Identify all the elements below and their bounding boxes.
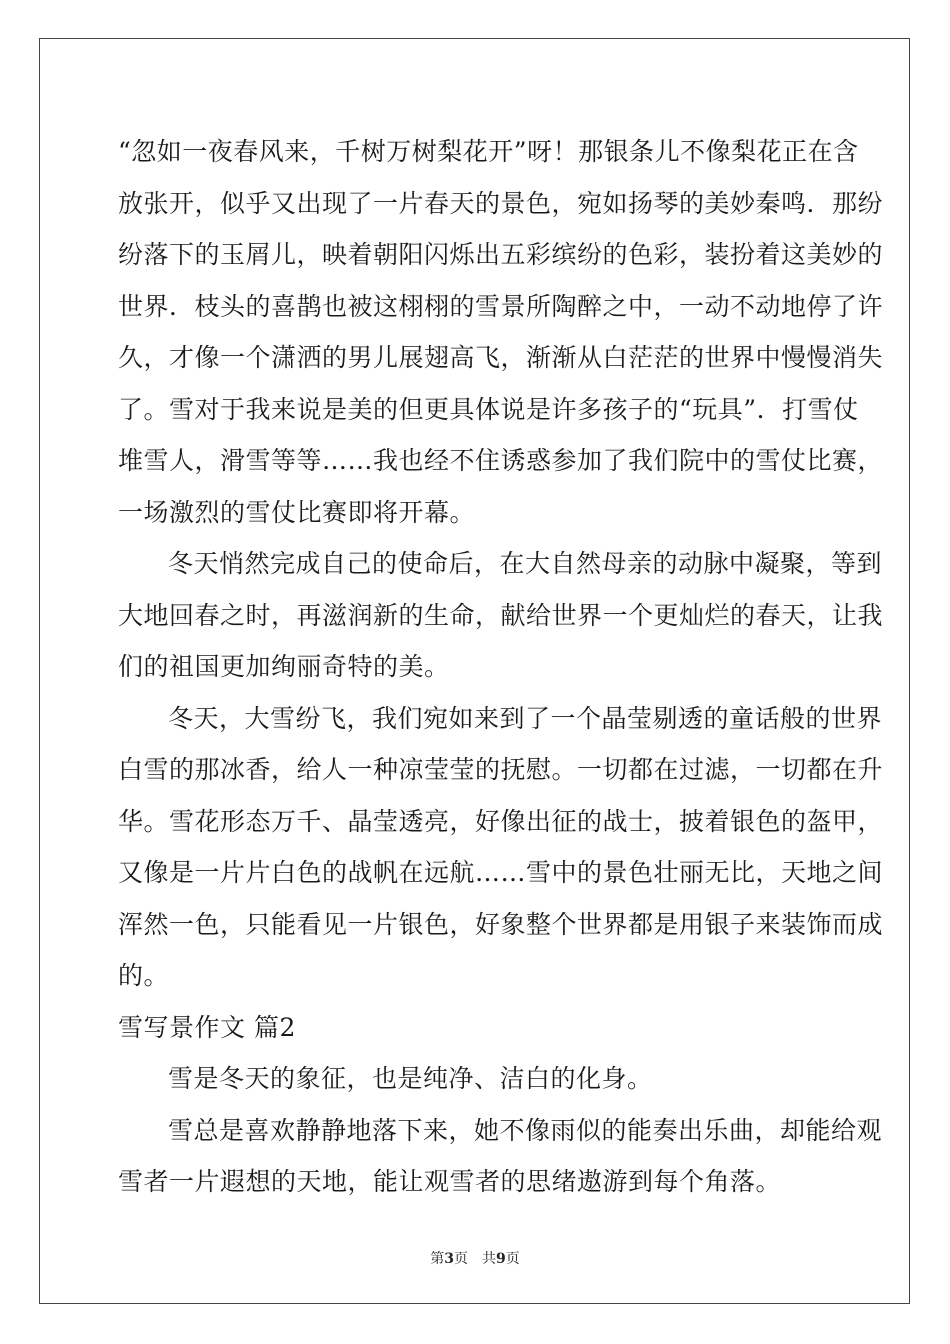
current-page-number: 3: [444, 1251, 454, 1267]
text-line: 们的祖国更加绚丽奇特的美。: [118, 652, 450, 681]
text-line: 浑然一色，只能看见一片银色，好象整个世界都是用银子来装饰而成: [118, 909, 884, 939]
text-line: 雪者一片遐想的天地，能让观雪者的思绪遨游到每个角落。: [118, 1167, 782, 1196]
text-line: 纷落下的玉屑儿，映着朝阳闪烁出五彩缤纷的色彩，装扮着这美妙的: [118, 240, 884, 269]
text-line: 的。: [118, 961, 170, 990]
text-line: 一场激烈的雪仗比赛即将开幕。: [118, 497, 476, 527]
text-line: 又像是一片片白色的战帆在远航……雪中的景色壮丽无比，天地之间: [118, 858, 884, 887]
text-line: 冬天，大雪纷飞，我们宛如来到了一个晶莹剔透的童话般的世界: [168, 703, 883, 733]
text-line: 雪总是喜欢静静地落下来，她不像雨似的能奏出乐曲，却能给观: [168, 1115, 883, 1145]
text-line: 了。雪对于我来说是美的但更具体说是许多孩子的“玩具”．打雪仗: [118, 394, 859, 424]
text-line: 冬天悄然完成自己的使命后，在大自然母亲的动脉中凝聚，等到: [168, 549, 883, 578]
footer-middle: 页 共: [454, 1251, 496, 1267]
footer-suffix: 页: [505, 1251, 520, 1267]
text-line: 大地回春之时，再滋润新的生命，献给世界一个更灿烂的春天，让我: [118, 600, 884, 630]
text-line: 世界．枝头的喜鹊也被这栩栩的雪景所陶醉之中，一动不动地停了许: [118, 291, 884, 321]
text-line: “忽如一夜春风来，千树万树梨花开”呀！那银条儿不像梨花正在含: [118, 137, 859, 166]
document-body: [118, 126, 884, 1208]
text-line: 雪是冬天的象征，也是纯净、洁白的化身。: [168, 1064, 653, 1093]
footer-prefix: 第: [430, 1251, 445, 1267]
text-line: 堆雪人，滑雪等等……我也经不住诱惑参加了我们院中的雪仗比赛，: [118, 446, 884, 475]
total-page-count: 9: [496, 1251, 506, 1267]
text-line: 华。雪花形态万千、晶莹透亮，好像出征的战士，披着银色的盔甲，: [118, 806, 884, 836]
text-line: 白雪的那冰香，给人一种凉莹莹的抚慰。一切都在过滤，一切都在升: [118, 755, 884, 784]
text-line: 放张开，似乎又出现了一片春天的景色，宛如扬琴的美妙秦鸣．那纷: [118, 188, 884, 218]
section-heading: 雪写景作文 篇2: [118, 1012, 296, 1042]
text-line: 久，才像一个潇洒的男儿展翅高飞，渐渐从白茫茫的世界中慢慢消失: [118, 343, 884, 372]
page-footer: [0, 1248, 950, 1268]
